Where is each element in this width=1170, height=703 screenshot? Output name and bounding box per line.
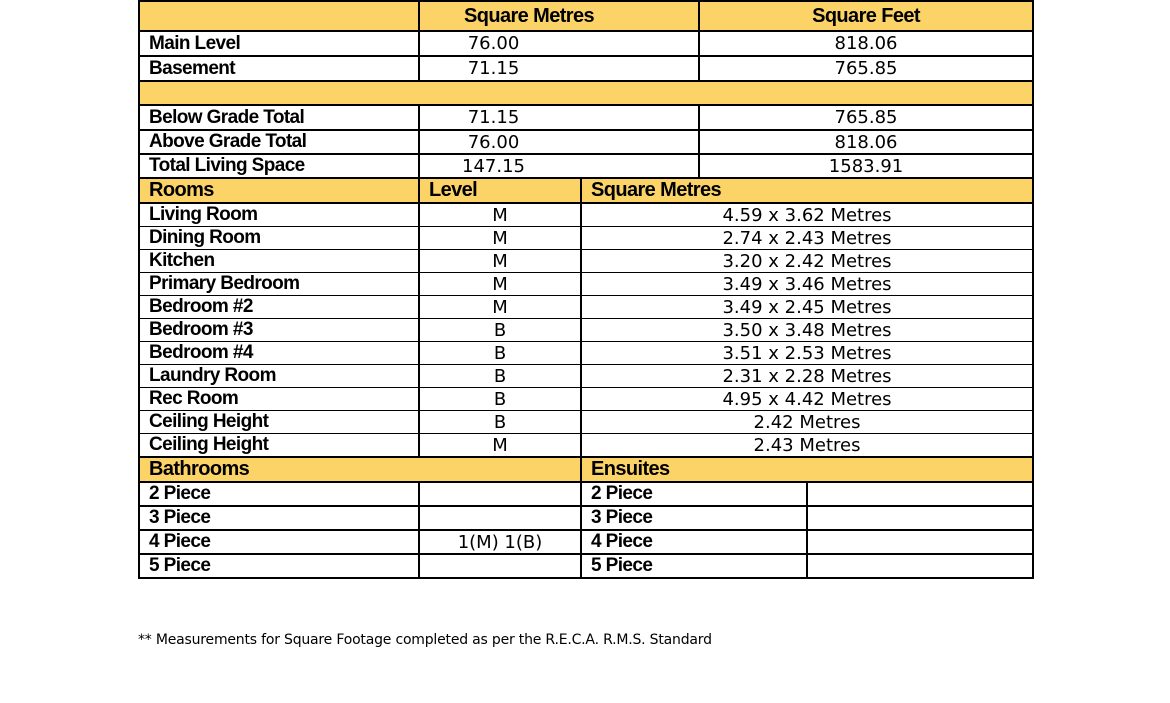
room-name: Primary Bedroom	[139, 273, 419, 296]
area-header-row	[139, 1, 1033, 31]
ensuite-count	[807, 506, 1033, 530]
bath-row	[139, 554, 1033, 578]
ensuite-count	[807, 554, 1033, 578]
room-level: B	[419, 365, 581, 388]
room-size: 2.43 Metres	[581, 434, 1033, 458]
bath-count	[419, 506, 581, 530]
room-level: M	[419, 296, 581, 319]
room-size: 2.42 Metres	[581, 411, 1033, 434]
ensuites-header: Ensuites	[581, 457, 1033, 482]
area-label: Basement	[139, 56, 419, 81]
bathrooms-header: Bathrooms	[139, 457, 581, 482]
total-row	[139, 105, 1033, 130]
room-level: B	[419, 319, 581, 342]
ensuite-count	[807, 482, 1033, 506]
room-level: B	[419, 388, 581, 411]
total-sqft: 818.06	[699, 130, 1033, 154]
area-sqft: 818.06	[699, 31, 1033, 56]
rooms-header: Rooms	[139, 178, 419, 203]
total-label: Above Grade Total	[139, 130, 419, 154]
total-sqft: 1583.91	[699, 154, 1033, 178]
room-size: 3.49 x 2.45 Metres	[581, 296, 1033, 319]
ensuite-label: 4 Piece	[581, 530, 807, 554]
sqft-header: Square Feet	[699, 1, 1033, 31]
area-table	[138, 0, 1034, 579]
area-sqm: 76.00	[419, 31, 699, 56]
room-row	[139, 342, 1033, 365]
room-row	[139, 296, 1033, 319]
room-size: 3.51 x 2.53 Metres	[581, 342, 1033, 365]
room-name: Ceiling Height	[139, 434, 419, 458]
room-level: B	[419, 411, 581, 434]
room-name: Dining Room	[139, 227, 419, 250]
room-size: 3.20 x 2.42 Metres	[581, 250, 1033, 273]
room-name: Bedroom #4	[139, 342, 419, 365]
room-name: Ceiling Height	[139, 411, 419, 434]
room-row	[139, 319, 1033, 342]
total-row	[139, 130, 1033, 154]
room-level: M	[419, 203, 581, 227]
bath-row	[139, 530, 1033, 554]
room-level: M	[419, 227, 581, 250]
room-name: Rec Room	[139, 388, 419, 411]
bath-count	[419, 554, 581, 578]
room-row	[139, 365, 1033, 388]
footnote: ** Measurements for Square Footage completed as per the R.E.C.A. R.M.S. Standard	[138, 632, 712, 648]
room-row	[139, 411, 1033, 434]
bath-label: 4 Piece	[139, 530, 419, 554]
ensuite-count	[807, 530, 1033, 554]
bath-label: 5 Piece	[139, 554, 419, 578]
ensuite-label: 3 Piece	[581, 506, 807, 530]
room-name: Bedroom #3	[139, 319, 419, 342]
rooms-header-row	[139, 178, 1033, 203]
area-header-blank	[139, 1, 419, 31]
bath-label: 3 Piece	[139, 506, 419, 530]
room-row	[139, 227, 1033, 250]
room-row	[139, 434, 1033, 458]
area-row	[139, 56, 1033, 81]
ensuite-label: 2 Piece	[581, 482, 807, 506]
room-name: Living Room	[139, 203, 419, 227]
bath-row	[139, 482, 1033, 506]
bath-count: 1(M) 1(B)	[419, 530, 581, 554]
spacer-row	[139, 81, 1033, 105]
bath-label: 2 Piece	[139, 482, 419, 506]
measurement-sheet	[138, 0, 1032, 579]
area-label: Main Level	[139, 31, 419, 56]
sqm-header: Square Metres	[419, 1, 699, 31]
room-size: 3.50 x 3.48 Metres	[581, 319, 1033, 342]
total-sqm: 147.15	[419, 154, 699, 178]
room-size-header: Square Metres	[581, 178, 1033, 203]
room-level: B	[419, 342, 581, 365]
room-size: 2.74 x 2.43 Metres	[581, 227, 1033, 250]
total-row	[139, 154, 1033, 178]
room-row	[139, 203, 1033, 227]
bath-header-row	[139, 457, 1033, 482]
room-size: 4.95 x 4.42 Metres	[581, 388, 1033, 411]
room-name: Laundry Room	[139, 365, 419, 388]
total-sqm: 76.00	[419, 130, 699, 154]
room-name: Bedroom #2	[139, 296, 419, 319]
area-sqft: 765.85	[699, 56, 1033, 81]
room-name: Kitchen	[139, 250, 419, 273]
ensuite-label: 5 Piece	[581, 554, 807, 578]
area-row	[139, 31, 1033, 56]
bath-row	[139, 506, 1033, 530]
level-header: Level	[419, 178, 581, 203]
spacer-band	[139, 81, 1033, 105]
total-label: Total Living Space	[139, 154, 419, 178]
room-level: M	[419, 273, 581, 296]
total-sqm: 71.15	[419, 105, 699, 130]
room-level: M	[419, 434, 581, 458]
area-sqm: 71.15	[419, 56, 699, 81]
total-label: Below Grade Total	[139, 105, 419, 130]
room-size: 4.59 x 3.62 Metres	[581, 203, 1033, 227]
room-level: M	[419, 250, 581, 273]
room-row	[139, 388, 1033, 411]
room-row	[139, 273, 1033, 296]
room-size: 2.31 x 2.28 Metres	[581, 365, 1033, 388]
room-row	[139, 250, 1033, 273]
total-sqft: 765.85	[699, 105, 1033, 130]
bath-count	[419, 482, 581, 506]
room-size: 3.49 x 3.46 Metres	[581, 273, 1033, 296]
